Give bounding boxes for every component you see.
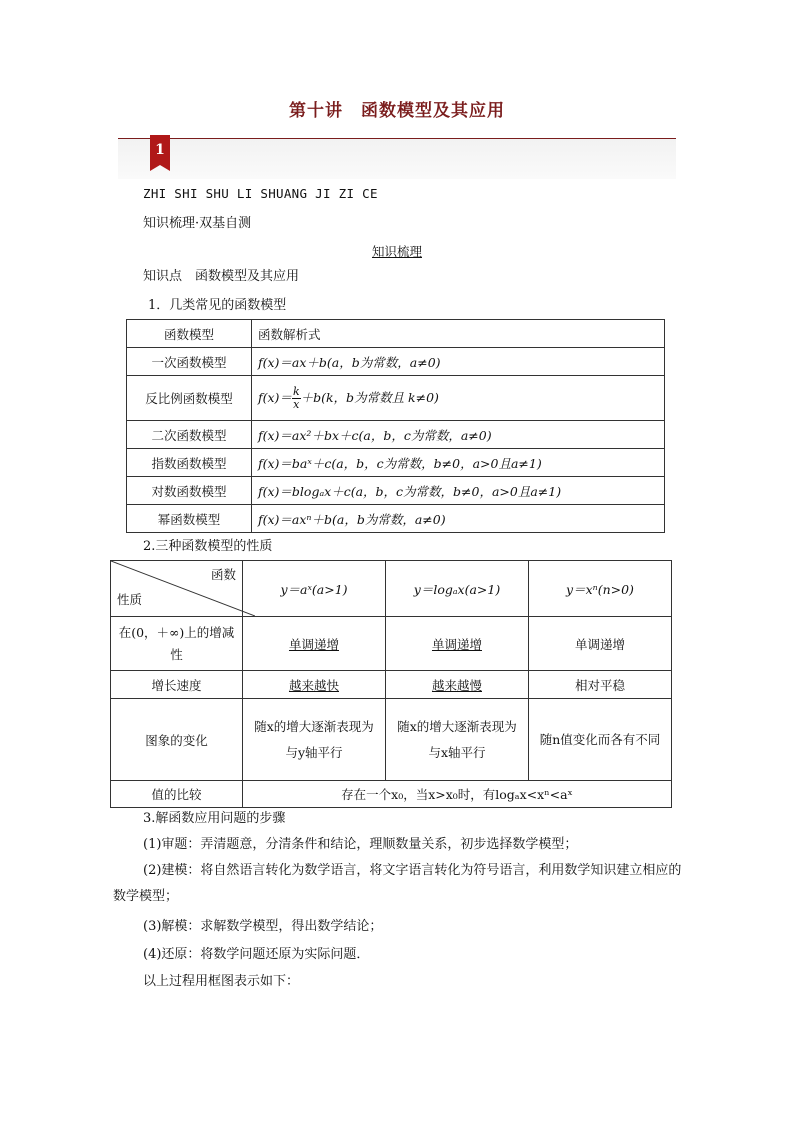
table-row [127,477,665,505]
section-pinyin: ZHI SHI SHU LI SHUANG JI ZI CE [143,186,378,201]
center-tag: 知识梳理 [371,244,422,259]
title-sub: 函数模型及其应用 [361,101,505,121]
function-models-table [126,319,665,533]
table-row [111,617,672,671]
table-cell: 随n值变化而各有不同 [529,699,672,781]
table-row [127,505,665,533]
model-name: 反比例函数模型 [127,376,252,421]
table-cell: 相对平稳 [529,671,672,699]
table-row [111,699,672,781]
corner-cell [111,561,243,617]
column-header: y＝aˣ(a>1) [243,561,386,617]
model-formula: f(x)＝blogₐx＋c(a，b，c为常数，b≠0，a>0且a≠1) [252,477,665,505]
section-heading: 知识梳理·双基自测 [143,216,252,231]
fraction [292,386,301,411]
table-row [111,671,672,699]
table-cell: 随x的增大逐渐表现为与y轴平行 [243,699,386,781]
column-header: y＝logₐx(a>1) [386,561,529,617]
model-formula [252,376,665,421]
knowledge-point: 知识点 函数模型及其应用 [143,269,300,284]
corner-top-label: 函数 [210,567,236,582]
step-2: (2)建模：将自然语言转化为数学语言，将文字语言转化为符号语言，利用数学知识建立相应的数学模型； [113,863,682,904]
table-header-cell: 函数模型 [127,320,252,348]
cell-text: 越来越快 [288,677,339,693]
fraction-den: x [293,397,300,411]
item-3-heading: 3.解函数应用问题的步骤 [143,811,286,826]
column-header: y＝xⁿ(n>0) [529,561,672,617]
merged-cell: 存在一个x₀，当x>x₀时，有logₐx<xⁿ<aˣ [243,781,672,808]
table-header-cell: 函数解析式 [252,320,665,348]
step-3: (3)解模：求解数学模型，得出数学结论； [143,919,383,934]
item-2-heading: 2.三种函数模型的性质 [143,539,273,554]
table-row [127,449,665,477]
table-cell [243,617,386,671]
model-formula: f(x)＝ax²＋bx＋c(a，b，c为常数，a≠0) [252,421,665,449]
title-main: 第十讲 [289,101,343,121]
table-row [127,348,665,376]
table-header-row [127,320,665,348]
table-cell: 单调递增 [529,617,672,671]
model-name: 二次函数模型 [127,421,252,449]
formula-prefix: f(x)＝ [258,389,292,405]
step-4: (4)还原：将数学问题还原为实际问题． [143,947,370,962]
table-cell [243,671,386,699]
title-rule [118,138,676,139]
model-formula: f(x)＝ax＋b(a，b为常数，a≠0) [252,348,665,376]
cell-text: 单调递增 [431,636,482,652]
row-label: 在(0，＋∞)上的增减性 [111,617,243,671]
page-title [0,96,794,121]
cell-text: 越来越慢 [431,677,482,693]
model-name: 一次函数模型 [127,348,252,376]
cell-text: 单调递增 [288,636,339,652]
table-cell [386,671,529,699]
item-1-heading: 1．几类常见的函数模型 [148,298,287,313]
formula-suffix: ＋b(k，b为常数且 k≠0) [300,389,439,405]
fraction-num: k [292,384,300,398]
table-cell [386,617,529,671]
row-label: 增长速度 [111,671,243,699]
model-name: 对数函数模型 [127,477,252,505]
table-header-row [111,561,672,617]
model-name: 指数函数模型 [127,449,252,477]
model-name: 幂函数模型 [127,505,252,533]
function-properties-table [110,560,672,808]
row-label: 图象的变化 [111,699,243,781]
table-row [127,376,665,421]
section-band [118,139,676,179]
closing-text: 以上过程用框图表示如下： [143,974,300,989]
step-1: (1)审题：弄清题意，分清条件和结论，理顺数量关系，初步选择数学模型； [143,837,578,852]
row-label: 值的比较 [111,781,243,808]
section-badge: 1 [150,135,170,165]
table-row [127,421,665,449]
table-row [111,781,672,808]
model-formula: f(x)＝axⁿ＋b(a，b为常数，a≠0) [252,505,665,533]
table-cell: 随x的增大逐渐表现为与x轴平行 [386,699,529,781]
corner-bottom-label: 性质 [117,592,143,607]
model-formula: f(x)＝baˣ＋c(a，b，c为常数，b≠0，a>0且a≠1) [252,449,665,477]
